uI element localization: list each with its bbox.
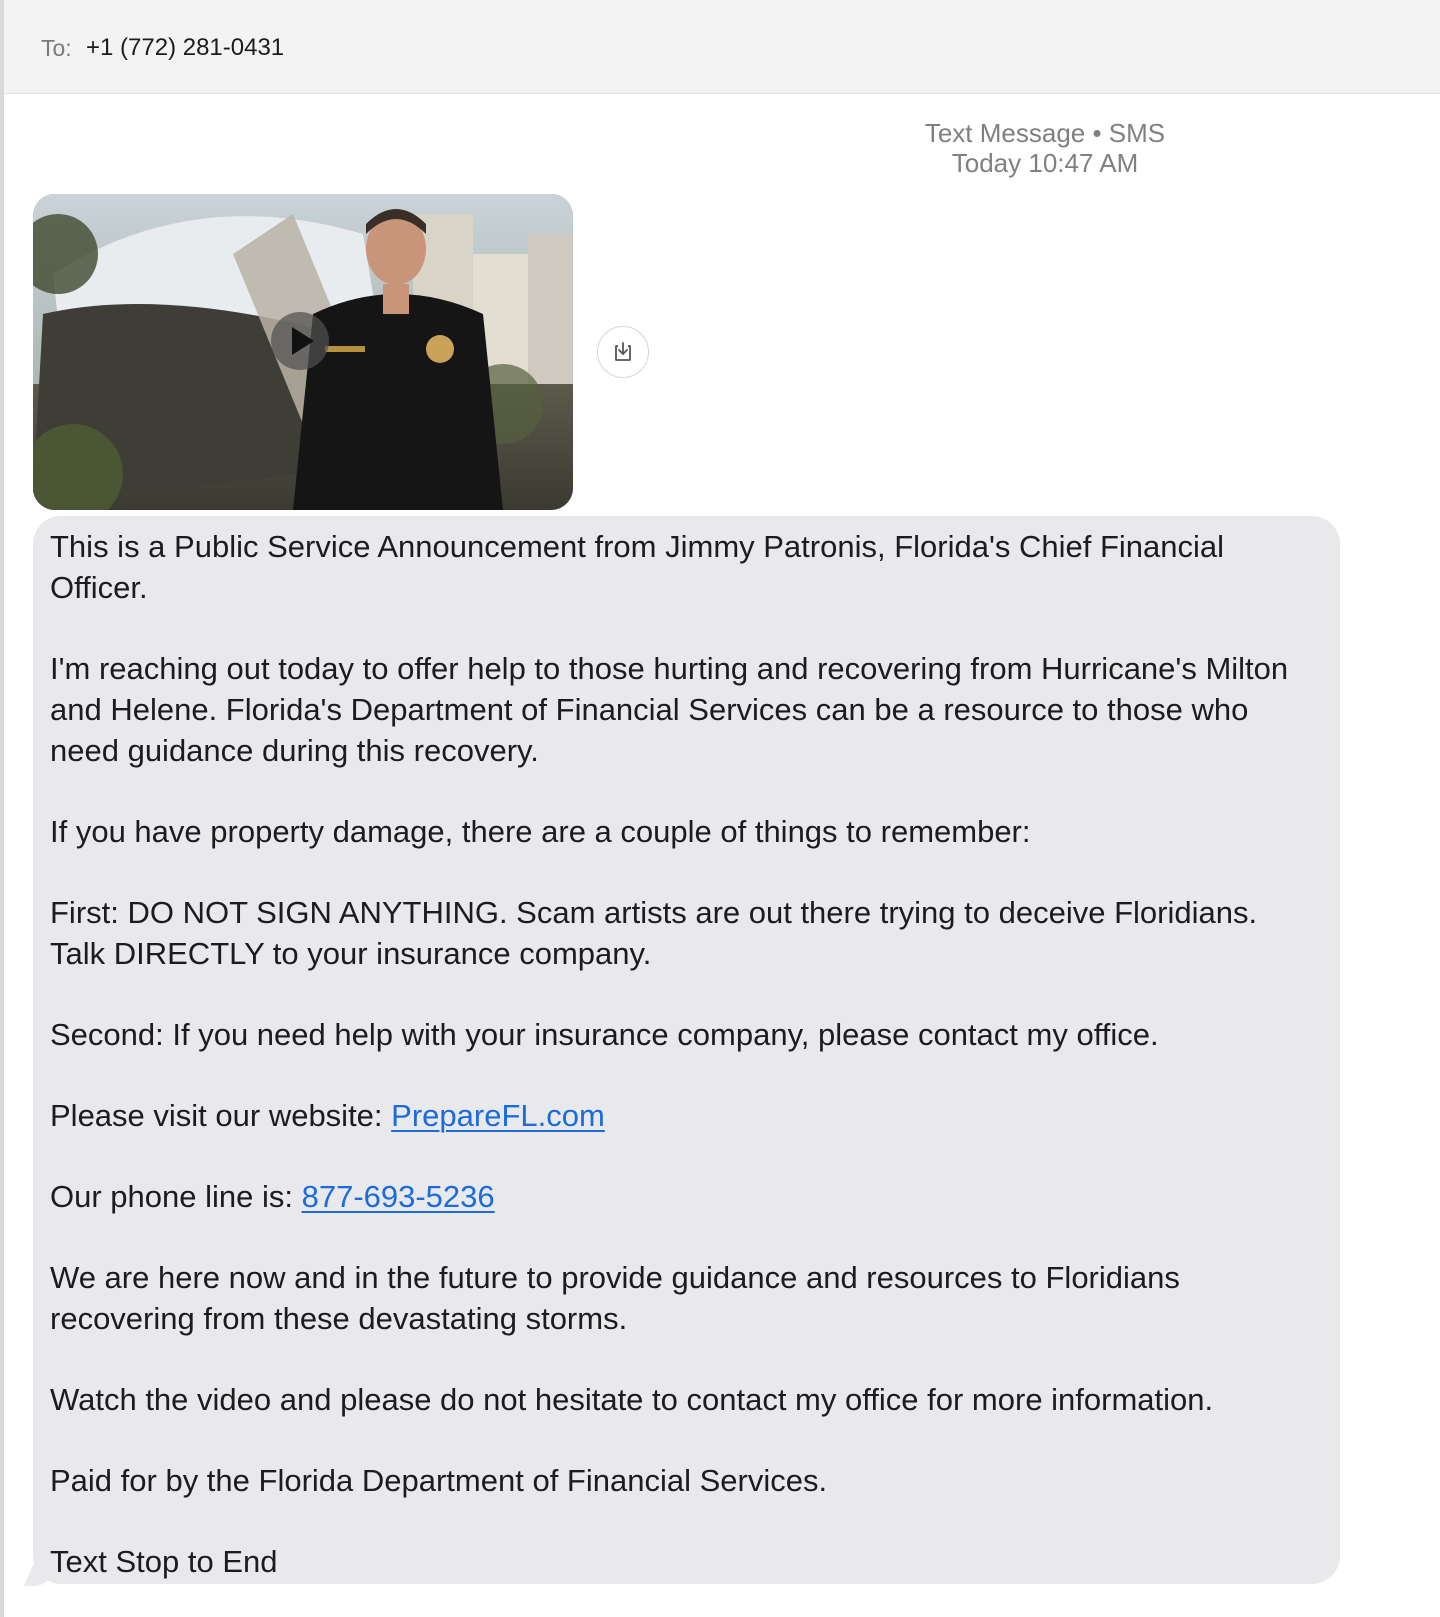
phone-link[interactable]: 877-693-5236 <box>301 1179 495 1214</box>
website-prefix: Please visit our website: <box>50 1098 392 1133</box>
message-paragraph: Text Stop to End <box>50 1544 278 1579</box>
message-meta <box>880 118 1210 178</box>
service-label: Text Message • SMS <box>924 118 1166 148</box>
message-line: Talk DIRECTLY to your insurance company. <box>50 936 652 971</box>
message-paragraph: This is a Public Service Announcement from Jimmy Patronis, Florida's Chief Financial Officer. <box>50 529 1225 605</box>
message-paragraph: I'm reaching out today to offer help to those hurting and recovering from Hurricane's Milton and Helene. Florida's Department of Financial Services can be a resource to those who need guidance during this recovery. <box>50 651 1289 768</box>
play-icon <box>292 327 314 355</box>
website-link[interactable]: PrepareFL.com <box>391 1098 605 1133</box>
message-paragraph: Second: If you need help with your insurance company, please contact my office. <box>50 1017 1159 1052</box>
save-to-downloads-icon <box>611 340 635 364</box>
recipient-field[interactable]: +1 (772) 281-0431 <box>86 34 285 61</box>
window-left-edge <box>0 0 4 1617</box>
recipient-header <box>4 0 1440 94</box>
phone-paragraph <box>50 1176 1323 1217</box>
save-video-button[interactable] <box>597 326 649 378</box>
message-body <box>50 526 1323 1582</box>
message-line: First: DO NOT SIGN ANYTHING. Scam artists are out there trying to deceive Floridians. <box>50 895 1258 930</box>
message-paragraph: We are here now and in the future to provide guidance and resources to Floridians recovering from these devastating storms. <box>50 1260 1180 1336</box>
message-paragraph: Watch the video and please do not hesitate to contact my office for more information. <box>50 1382 1214 1417</box>
website-paragraph <box>50 1095 1323 1136</box>
message-paragraph <box>50 892 1323 974</box>
message-timestamp: Today 10:47 AM <box>951 148 1139 178</box>
phone-prefix: Our phone line is: <box>50 1179 302 1214</box>
to-label: To: <box>41 35 72 61</box>
message-bubble[interactable] <box>33 516 1340 1584</box>
message-paragraph: If you have property damage, there are a couple of things to remember: <box>50 814 1031 849</box>
play-button[interactable] <box>271 312 329 370</box>
message-paragraph: Paid for by the Florida Department of Financial Services. <box>50 1463 828 1498</box>
